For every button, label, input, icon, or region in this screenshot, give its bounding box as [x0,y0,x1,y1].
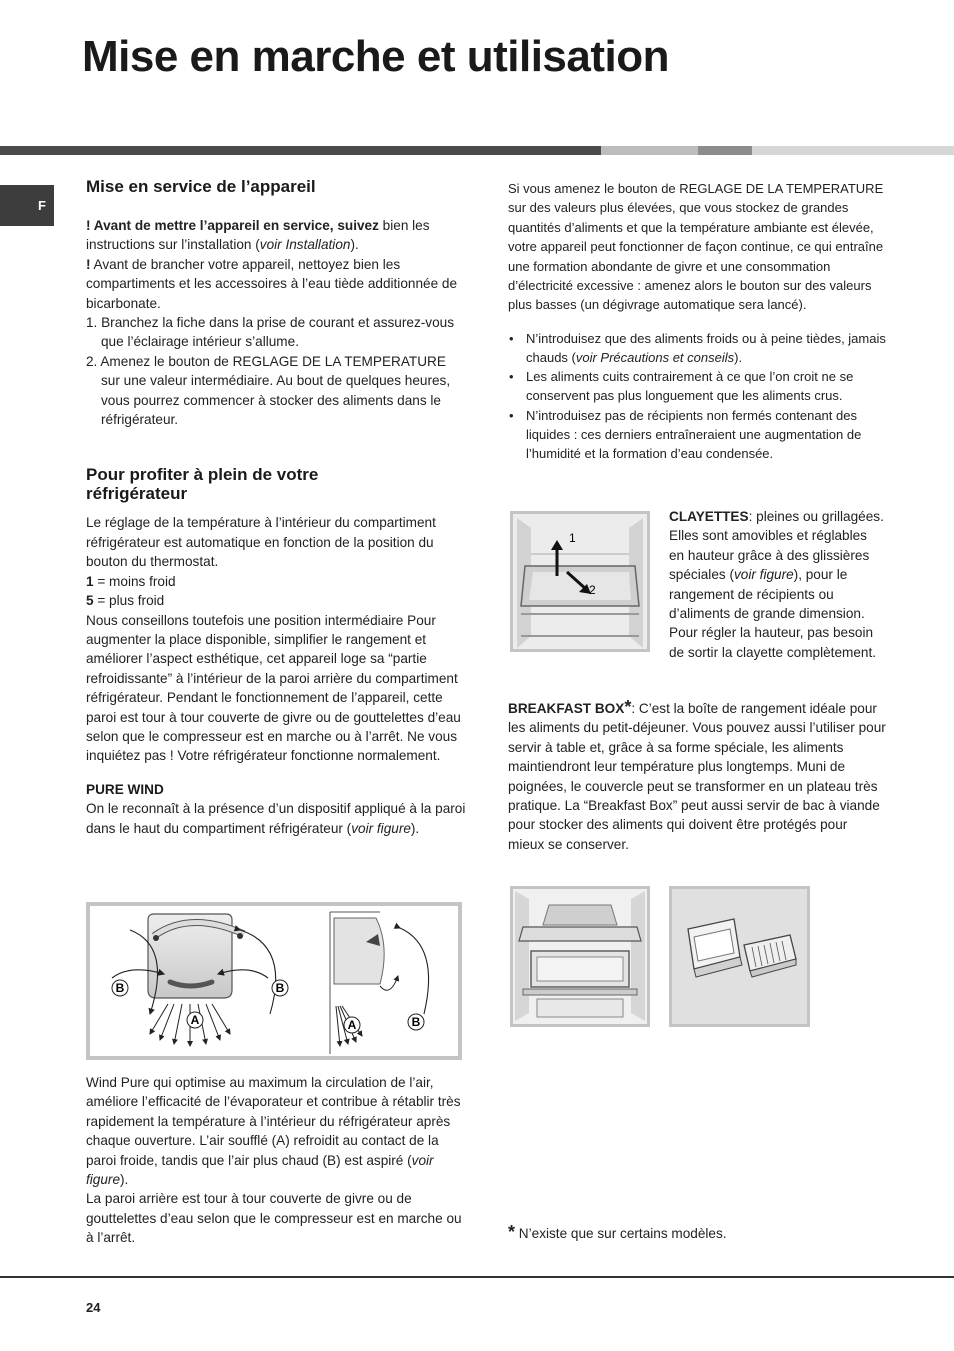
pure-wind-heading: PURE WIND [86,781,164,797]
step-item: 2. Amenez le bouton de REGLAGE DE LA TEMPERATURE sur une valeur intermédiaire. Au bout de quelques heures, vous pourrez commencer à stocker des aliments dans le réfrigérateur. [86,353,451,428]
footnote-text: N’existe que sur certains modèles. [515,1226,727,1241]
cross-reference: voir Installation [259,237,351,253]
cross-reference: voir figure [86,1152,434,1188]
breakfast-text: : C’est la boîte de rangement idéale pour les aliments du petit-déjeuner. Vous pouvez aussi l’utiliser pour servir à table et, grâce à sa forme spéciale, les aliments maintiendront leur température plus longtemps. Muni de poignées, le couvercle peut se transformer en un plateau très pratique. La “Breakfast Box” peut aussi servir de bac à viande pour stocker des aliments qui doivent être protégés pour mieux se conserver. [508,701,886,852]
shelf-illustration [513,514,647,649]
paragraph [86,1073,466,1189]
warning-text: Avant de brancher votre appareil, nettoyez bien les compartiments et les accessoires à l’eau tiède additionnée de bicarbonate. [86,256,458,311]
label-a-front: A [190,1013,200,1027]
cross-reference: voir figure [351,820,411,836]
clayettes-label: CLAYETTES [669,509,749,524]
header-rule-dark [0,146,601,155]
warning-mark: ! [86,256,91,272]
startup-steps [86,313,466,429]
list-item-text: N’introduisez que des aliments froids ou à peine tièdes, jamais chauds ( [526,330,886,366]
breakfast-label: BREAKFAST BOX [508,701,625,716]
wind-body: Wind Pure qui optimise au maximum la circulation de l’air, améliore l’efficacité de l’évaporateur et contribue à rétablir très rapidement la température à l’intérieur du réfrigérateur après chaque ouverture. L’air soufflé (A) refroidit au contact de la paroi froide, tandis que l’air plus chaud (B) est aspiré ( [86,1075,461,1168]
breakfast-box-in-fridge-illustration [513,889,647,1024]
shelf-label-2: 2 [589,583,596,597]
page-number: 24 [86,1300,101,1315]
setting-5 [86,591,466,610]
list-item [508,329,890,367]
label-b-left: B [115,981,125,995]
warning-1 [86,216,466,255]
warning-mark: ! [86,218,91,233]
section-heading-usage: Pour profiter à plein de votre réfrigérateur [86,465,319,504]
pure-wind-body: On le reconnaît à la présence d’un dispositif appliqué à la paroi dans le haut du compartiment réfrigérateur ( [86,801,466,836]
pure-wind-explanation [86,1073,466,1248]
clayettes-end: ), pour le rangement de récipients ou d’aliments de grande dimension. Pour régler la hauteur, pas besoin de sortir la clayette complètement. [669,567,877,660]
footnote-star: * [624,697,632,717]
pure-wind-text [86,799,466,838]
language-tab: F [0,185,54,226]
wind-end: ). [120,1172,129,1188]
breakfast-box-fridge-figure [510,886,650,1027]
step-item: 1. Branchez la fiche dans la prise de courant et assurez-vous que l’éclairage intérieur s’allume. [86,315,454,350]
paragraph: Si vous amenez le bouton de REGLAGE DE LA TEMPERATURE sur des valeurs plus élevées, que vous stockez de grandes quantités d’aliments et que la température ambiante est élevée, votre appareil peut fonctionner de façon continue, ce qui entraîne une formation abondante de givre et une consommation d’électricité excessive : amenez alors le bouton sur des valeurs plus basses (un dégivrage automatique sera lancé). [508,181,884,313]
header-rule-mid [698,146,752,155]
header-rule-pale [752,146,954,155]
section-heading-startup: Mise en service de l’appareil [86,177,316,196]
breakfast-box-detail-figure [669,886,810,1027]
list-item: • N’introduisez pas de récipients non fermés contenant des liquides : ces derniers entraîneraient une augmentation de l’humidité et la formation d’eau condensée. [508,406,890,464]
advice-list [508,329,890,463]
cross-reference: voir figure [733,567,794,583]
warning-text: bien les instructions sur l’installation ( [86,218,430,253]
breakfast-box-illustration [672,889,807,1024]
warning-2 [86,255,466,313]
airflow-illustration [90,906,458,1056]
clayettes-description [669,507,885,662]
list-item: • Les aliments cuits contrairement à ce que l’on croit ne se conservent pas plus longuement que les aliments crus. [508,367,890,405]
pure-wind-end: ). [410,820,420,836]
shelf-figure [510,511,650,652]
paragraph: Nous conseillons toutefois une position intermédiaire Pour augmenter la place disponible, simplifier le rangement et améliorer l’aspect esthétique, cet appareil loge sa “partie refroidissante” à l’intérieur de la paroi arrière du compartiment réfrigérateur. Pendant le fonctionnement de l’appareil, cette paroi est tour à tour couverte de givre ou de gouttelettes d’eau selon que le compresseur est en marche ou à l’arrêt. Ne vous inquiétez pas ! Votre réfrigérateur fonctionne normalement. [86,612,461,764]
paragraph: La paroi arrière est tour à tour couverte de givre ou de gouttelettes d’eau selon que le compresseur est en marche ou à l’arrêt. [86,1191,462,1246]
setting-1 [86,572,466,591]
shelf-label-1: 1 [569,531,576,545]
page-title: Mise en marche et utilisation [82,32,669,81]
pure-wind-figure [86,902,462,1060]
setting-number: 5 [86,593,94,609]
footnote-star: * [508,1222,516,1242]
label-a-side: A [347,1018,357,1032]
setting-text: = moins froid [93,573,176,589]
list-item-end: ). [734,350,743,366]
cross-reference: voir Précautions et conseils [575,350,735,366]
breakfast-box-description [508,698,886,854]
paragraph: Le réglage de la température à l’intérieur du compartiment réfrigérateur est automatique en fonction de la position du bouton du thermostat. [86,515,436,570]
clayettes-text: : pleines ou grillagées. Elles sont amovibles et réglables en hauteur grâce à des glissières spéciales ( [669,509,884,583]
setting-text: = plus froid [93,593,165,609]
warning-bold: Avant de mettre l’appareil en service, suivez [90,218,379,233]
right-column [508,179,890,463]
footer-rule [0,1276,954,1278]
label-b-side: B [411,1015,421,1029]
header-rule-light [601,146,698,155]
label-b-right: B [275,981,285,995]
left-column [86,177,466,838]
footnote [508,1222,888,1243]
setting-number: 1 [86,573,94,589]
warning-end: ). [350,237,359,253]
